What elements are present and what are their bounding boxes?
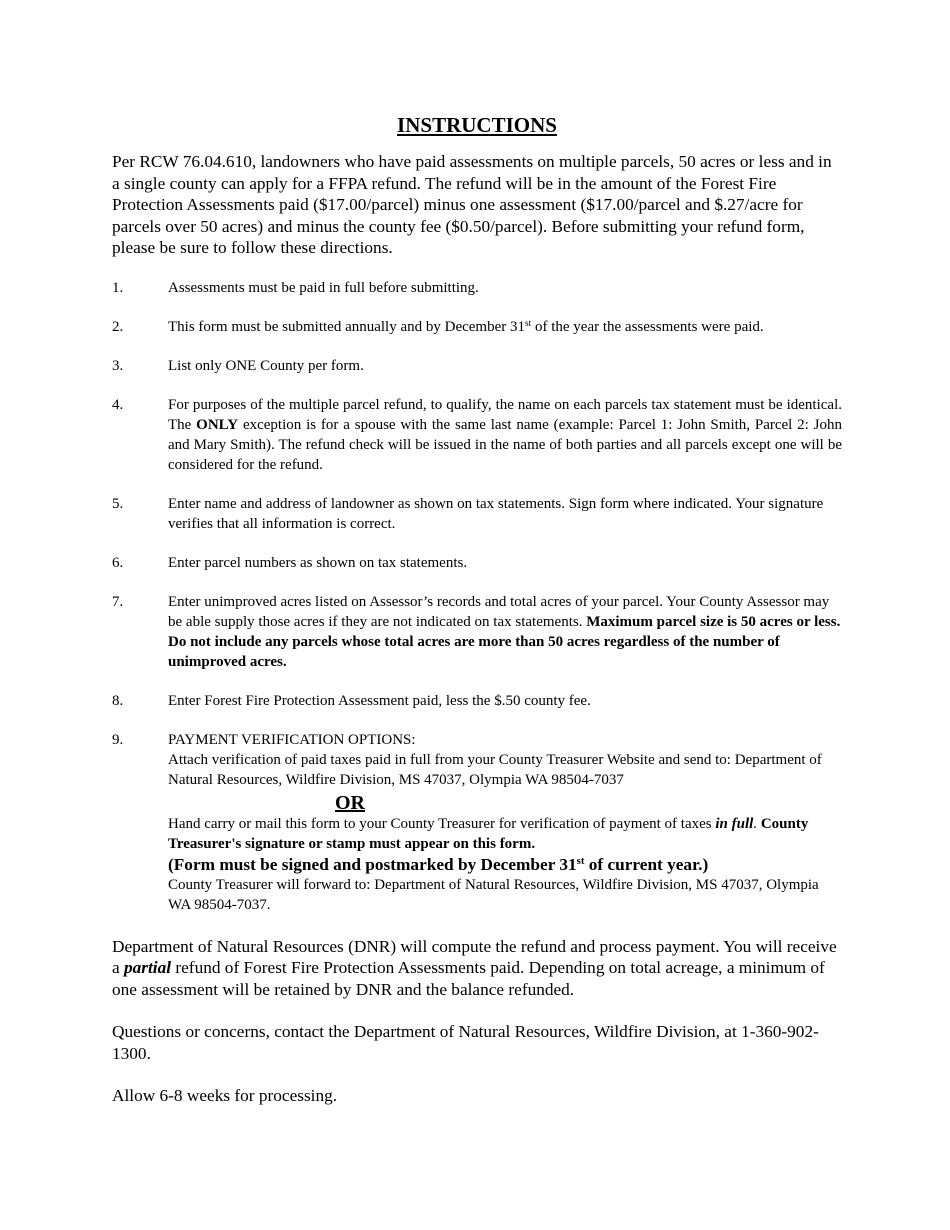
list-item bbox=[112, 318, 842, 338]
list-item bbox=[112, 357, 842, 377]
intro-paragraph: Per RCW 76.04.610, landowners who have paid assessments on multiple parcels, 50 acres or less and in a single county can apply for a FFPA refund. The refund will be in the amount of the Forest Fire Protection Assessments paid ($17.00/parcel) minus one assessment ($17.00/parcel and $.27/acre for parcels over 50 acres) and minus the county fee ($0.50/parcel). Before submitting your refund form, please be sure to follow these directions. bbox=[112, 152, 832, 257]
list-item bbox=[112, 554, 842, 574]
item-text: For purposes of the multiple parcel refund, to qualify, the name on each parcels tax statement must be identical. The ONLY exception is for a spouse with the same last name (example: Parcel 1: John Smith, Parcel 2: John and Mary Smith). The refund check will be issued in the name of both parties and all parcels except one will be considered for the refund. bbox=[168, 397, 842, 473]
payment-option-treasurer: Hand carry or mail this form to your County Treasurer for verification of payment of taxes in full. County Treasurer's signature or stamp must appear on this form. bbox=[168, 815, 809, 852]
item-text: Enter name and address of landowner as shown on tax statements. Sign form where indicated. Your signature verifies that all information is correct. bbox=[168, 496, 824, 532]
item-text: Enter unimproved acres listed on Assessor’s records and total acres of your parcel. Your County Assessor may be able supply those acres if they are not indicated on tax statements. Maximum parcel size is 50 acres or less. Do not include any parcels whose total acres are more than 50 acres regardless of the number of unimproved acres. bbox=[168, 594, 841, 670]
item-number: 7. bbox=[112, 594, 124, 611]
item-number: 1. bbox=[112, 279, 124, 296]
postmark-deadline: (Form must be signed and postmarked by December 31st of current year.) bbox=[168, 855, 709, 875]
item-number: 6. bbox=[112, 555, 124, 572]
instructions-page bbox=[112, 111, 842, 1128]
dnr-refund-paragraph: Department of Natural Resources (DNR) will compute the refund and process payment. You will receive a partial refund of Forest Fire Protection Assessments paid. Depending on total acreage, a minimum of one assessment will be retained by DNR and the balance refunded. bbox=[112, 936, 837, 999]
item-number: 9. bbox=[112, 732, 124, 749]
treasurer-forward-address: County Treasurer will forward to: Department of Natural Resources, Wildfire Division, MS 47037, Olympia WA 98504-7037. bbox=[168, 877, 819, 914]
list-item bbox=[112, 396, 842, 475]
item-text: Assessments must be paid in full before submitting. bbox=[168, 279, 479, 296]
list-item bbox=[112, 731, 842, 916]
item-number: 4. bbox=[112, 397, 124, 414]
list-item bbox=[112, 593, 842, 672]
payment-options-heading: PAYMENT VERIFICATION OPTIONS: bbox=[168, 732, 416, 749]
list-item bbox=[112, 495, 842, 535]
list-item bbox=[112, 692, 842, 712]
or-divider: OR bbox=[335, 791, 365, 814]
instruction-list bbox=[112, 279, 842, 917]
processing-time: Allow 6-8 weeks for processing. bbox=[112, 1086, 338, 1106]
item-text: Enter Forest Fire Protection Assessment paid, less the $.50 county fee. bbox=[168, 693, 591, 710]
payment-option-online: Attach verification of paid taxes paid in full from your County Treasurer Website and send to: Department of Natural Resources, Wildfire Division, MS 47037, Olympia WA 98504-7037 bbox=[168, 752, 822, 789]
item-number: 2. bbox=[112, 318, 124, 335]
item-text: This form must be submitted annually and by December 31st of the year the assessments were paid. bbox=[168, 318, 764, 335]
contact-paragraph: Questions or concerns, contact the Department of Natural Resources, Wildfire Division, at 1-360-902-1300. bbox=[112, 1022, 819, 1063]
page-title: INSTRUCTIONS bbox=[397, 113, 557, 137]
item-text: Enter parcel numbers as shown on tax statements. bbox=[168, 555, 468, 572]
item-number: 5. bbox=[112, 496, 124, 513]
item-text: List only ONE County per form. bbox=[168, 358, 364, 375]
item-number: 3. bbox=[112, 358, 124, 375]
item-number: 8. bbox=[112, 693, 124, 710]
list-item bbox=[112, 279, 842, 299]
